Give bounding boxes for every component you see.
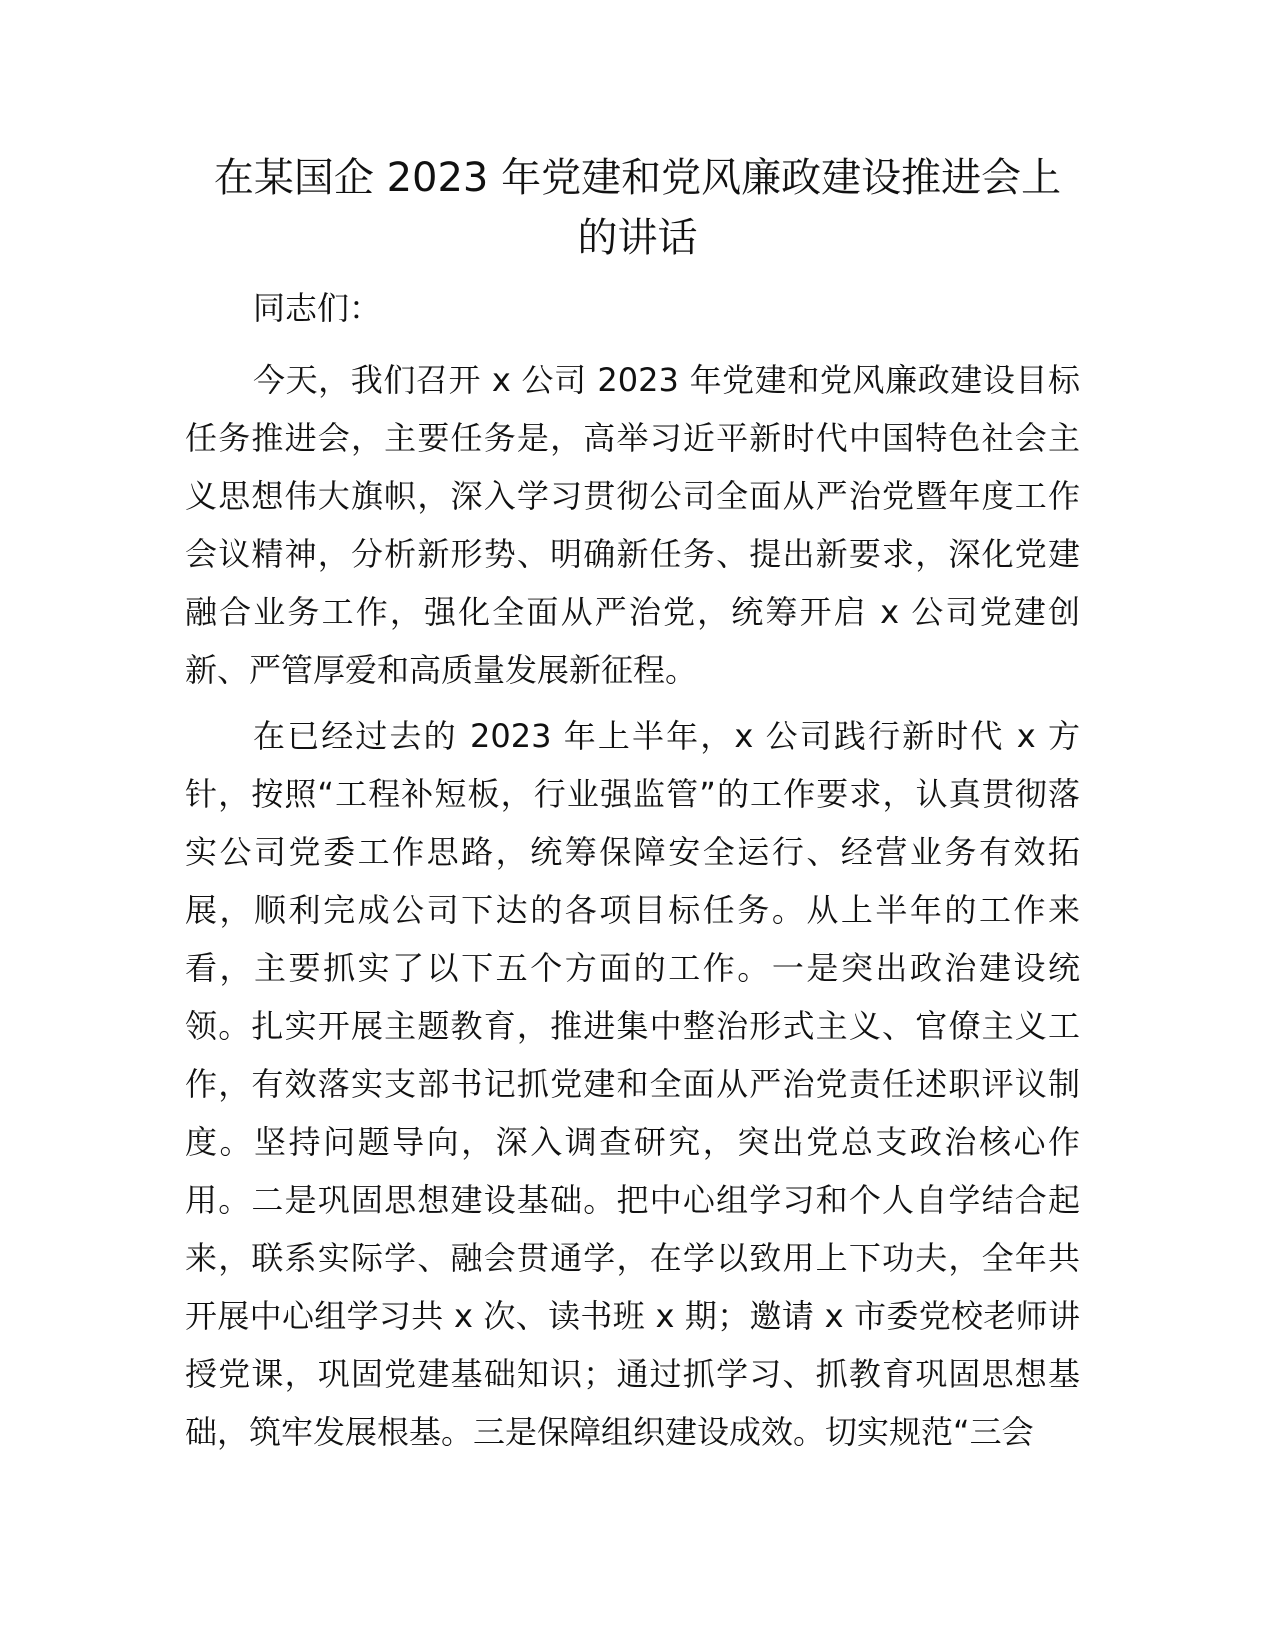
paragraph-2: 在已经过去的 2023 年上半年，x 公司践行新时代 x 方针，按照“工程补短板，行业强监管”的工作要求，认真贯彻落实公司党委工作思路，统筹保障安全运行、经营业务有效拓展，顺利完成公司下达的各项目标任务。从上半年的工作来看，主要抓实了以下五个方面的工作。一是突出政治建设统领。扎实开展主题教育，推进集中整治形式主义、官僚主义工作，有效落实支部书记抓党建和全面从严治党责任述职评议制度。坚持问题导向，深入调查研究，突出党总支政治核心作用。二是巩固思想建设基础。把中心组学习和个人自学结合起来，联系实际学、融会贯通学，在学以致用上下功夫，全年共开展中心组学习共 x 次、读书班 x 期；邀请 x 市委党校老师讲授党课，巩固党建基础知识；通过抓学习、抓教育巩固思想基础，筑牢发展根基。三是保障组织建设成效。切实规范“三会 [185, 717, 1080, 1451]
paragraph-1: 今天，我们召开 x 公司 2023 年党建和党风廉政建设目标任务推进会，主要任务是，高举习近平新时代中国特色社会主义思想伟大旗帜，深入学习贯彻公司全面从严治党暨年度工作会议精神，分析新形势、明确新任务、提出新要求，深化党建融合业务工作，强化全面从严治党，统筹开启 x 公司党建创新、严管厚爱和高质量发展新征程。 [185, 361, 1080, 689]
document-title-line-1: 在某国企 2023 年党建和党风廉政建设推进会上 [213, 155, 1062, 201]
document-body [185, 279, 1080, 1469]
document-title [170, 148, 1105, 268]
document-title-line-2: 的讲话 [577, 215, 698, 261]
salutation: 同志们： [253, 289, 382, 327]
